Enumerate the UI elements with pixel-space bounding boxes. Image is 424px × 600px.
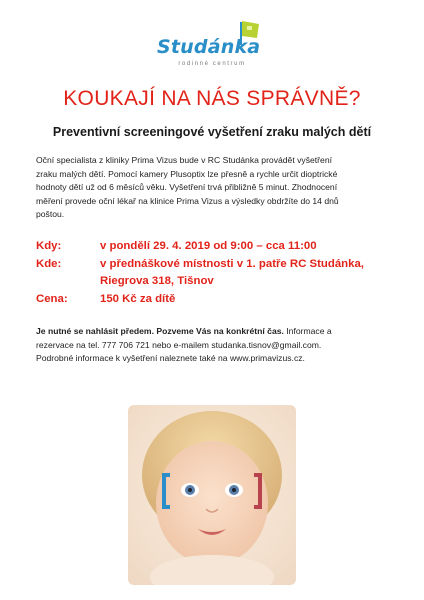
intro-line: hodnoty dětí už od 6 měsíců věku. Vyšetření trvá přibližně 5 minut. Zhodnocení [36,182,338,192]
price-row [36,293,396,311]
price-label: Cena: [36,292,68,305]
logo-name: Studánka [157,36,261,58]
price-value: 150 Kč za dítě [100,292,176,305]
headline: KOUKAJÍ NA NÁS SPRÁVNĚ? [63,87,361,110]
intro-paragraph [36,154,376,222]
intro-line: Oční specialista z kliniky Prima Vizus bude v RC Studánka provádět vyšetření [36,155,332,165]
intro-line: měření provede oční lékař na klinice Prima Vizus a výsledky obdržíte do 14 dnů [36,195,339,206]
notice-line: Podrobné informace k vyšetření naleznete také na www.primavizus.cz. [36,353,305,363]
notice-rest: Informace a [283,326,332,336]
child-photo [128,405,296,585]
logo [0,0,424,80]
where-label: Kde: [36,257,62,270]
where-row [36,258,396,276]
logo-tagline: rodinné centrum [178,61,246,67]
notice-paragraph [36,325,386,366]
subheadline: Preventivní screeningové vyšetření zraku malých dětí [52,125,372,139]
intro-line: zraku malých dětí. Pomocí kamery Plusoptix lze přesně a rychle určit dioptrické [36,168,338,179]
notice-bold: Je nutné se nahlásit předem. Pozveme Vás na konkrétní čas. [36,326,284,336]
where-address: Riegrova 318, Tišnov [100,275,214,287]
event-details [36,240,396,310]
where-value: v přednáškové místnosti v 1. patře RC Studánka, [100,257,364,270]
when-row [36,240,396,258]
notice-line [36,325,386,339]
notice-line: rezervace na tel. 777 706 721 nebo e-mailem studanka.tisnov@gmail.com. [36,339,322,350]
where-row-cont [36,275,396,293]
when-label: Kdy: [36,240,62,252]
child-photo-image [128,405,296,585]
when-value: v pondělí 29. 4. 2019 od 9:00 – cca 11:00 [100,240,317,252]
intro-line: poštou. [36,209,65,219]
